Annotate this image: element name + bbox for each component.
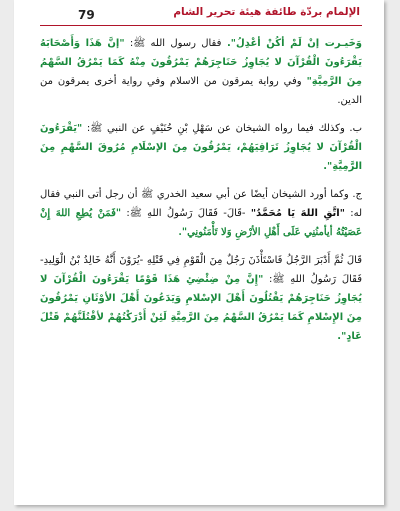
paragraph-2 <box>40 119 362 176</box>
hadith-text: "إِنَّ مِنْ ضِئْضِئِ هَذَا قَوْمًا يَقْرَءُونَ الْقُرْآنَ لا يُجَاوِزُ حَنَاجِرَهُمْ يَقْتُلُونَ أَهْلَ الإسْلامِ وَيَدَعُونَ أَهْلَ الأوْثَانِ يَمْرُقُونَ مِنَ الإِسْلامِ كَمَا يَمْرُقُ السَّهْمُ مِنَ الرَّمِيَّةِ لَئِنْ أَدْرَكْتُهُمْ لأقْتُلَنَّهُمْ قَتْلَ عَادٍ". <box>40 274 362 342</box>
body-text: ب. وكذلك فيما رواه الشيخان عن سَهْلِ بْنِ حُنَيْفٍ عن النبي ﷺ: <box>82 123 362 134</box>
hadith-text: "إنَّ هَذَا وَأَصْحَابَهُ يَقْرَءُونَ الْقُرْآنَ لا يُجَاوِزُ حَنَاجِرَهُمْ يَمْرُقُونَ مِنْهُ كَمَا يَمْرُقُ السَّهْمُ مِنَ الرَّمِيَّةِ" <box>40 38 362 87</box>
paragraph-4 <box>40 251 362 346</box>
document-page <box>14 0 384 505</box>
running-title: الإلمام بردّة طائفة هيئة تحرير الشام <box>173 6 360 18</box>
body-text: وفي رواية يمرقون من الاسلام وفي رواية أخرى يمرقون من الدين. <box>40 76 362 106</box>
quoted-saying: "اتَّقِ اللهَ يَا مُحَمَّدُ" <box>250 208 345 219</box>
page-body <box>40 34 362 355</box>
header-divider <box>40 25 362 26</box>
body-text: قَالَ ثُمَّ أَدْبَرَ الرَّجُلُ فَاسْتَأْذَنَ رَجُلٌ مِنَ الْقَوْمِ فِي قَتْلِهِ -يُرَوْنَ أَنَّهُ خَالِدُ بْنُ الْوَلِيدِ- فَقَالَ رَسُولُ اللهِ ﷺ: <box>40 255 362 285</box>
hadith-text: "يَقْرَءُونَ الْقُرْآنَ لا يُجَاوِزُ تَرَاقِيَهُمْ، يَمْرُقُونَ مِنَ الإسْلَامِ مُرُوقَ السَّهْمِ مِنَ الرَّمِيَّةِ". <box>40 123 362 172</box>
page-header <box>14 0 384 28</box>
body-text: -قَالَ- فَقَالَ رَسُولُ اللهِ ﷺ: <box>121 208 246 219</box>
hadith-text: "فَمَنْ يُطِعِ اللهَ إِنْ عَصَيْتُهُ أيأمنُنِي عَلَى أَهْلِ الأرْضِ وَلا تَأْمَنُونِي". <box>40 208 362 238</box>
body-text: فقال رسول الله ﷺ: <box>124 38 222 49</box>
paragraph-3 <box>40 185 362 242</box>
hadith-text: وَخَيـرت إنْ لَمْ أكُنْ أعْدِلُ". <box>221 38 363 49</box>
page-number: 79 <box>78 8 95 22</box>
body-text: ج. وكما أورد الشيخان أيضًا عن أبي سعيد الخدري ﷺ أن رجل أتى النبي فقال له: <box>40 189 362 219</box>
paragraph-1 <box>40 34 362 110</box>
